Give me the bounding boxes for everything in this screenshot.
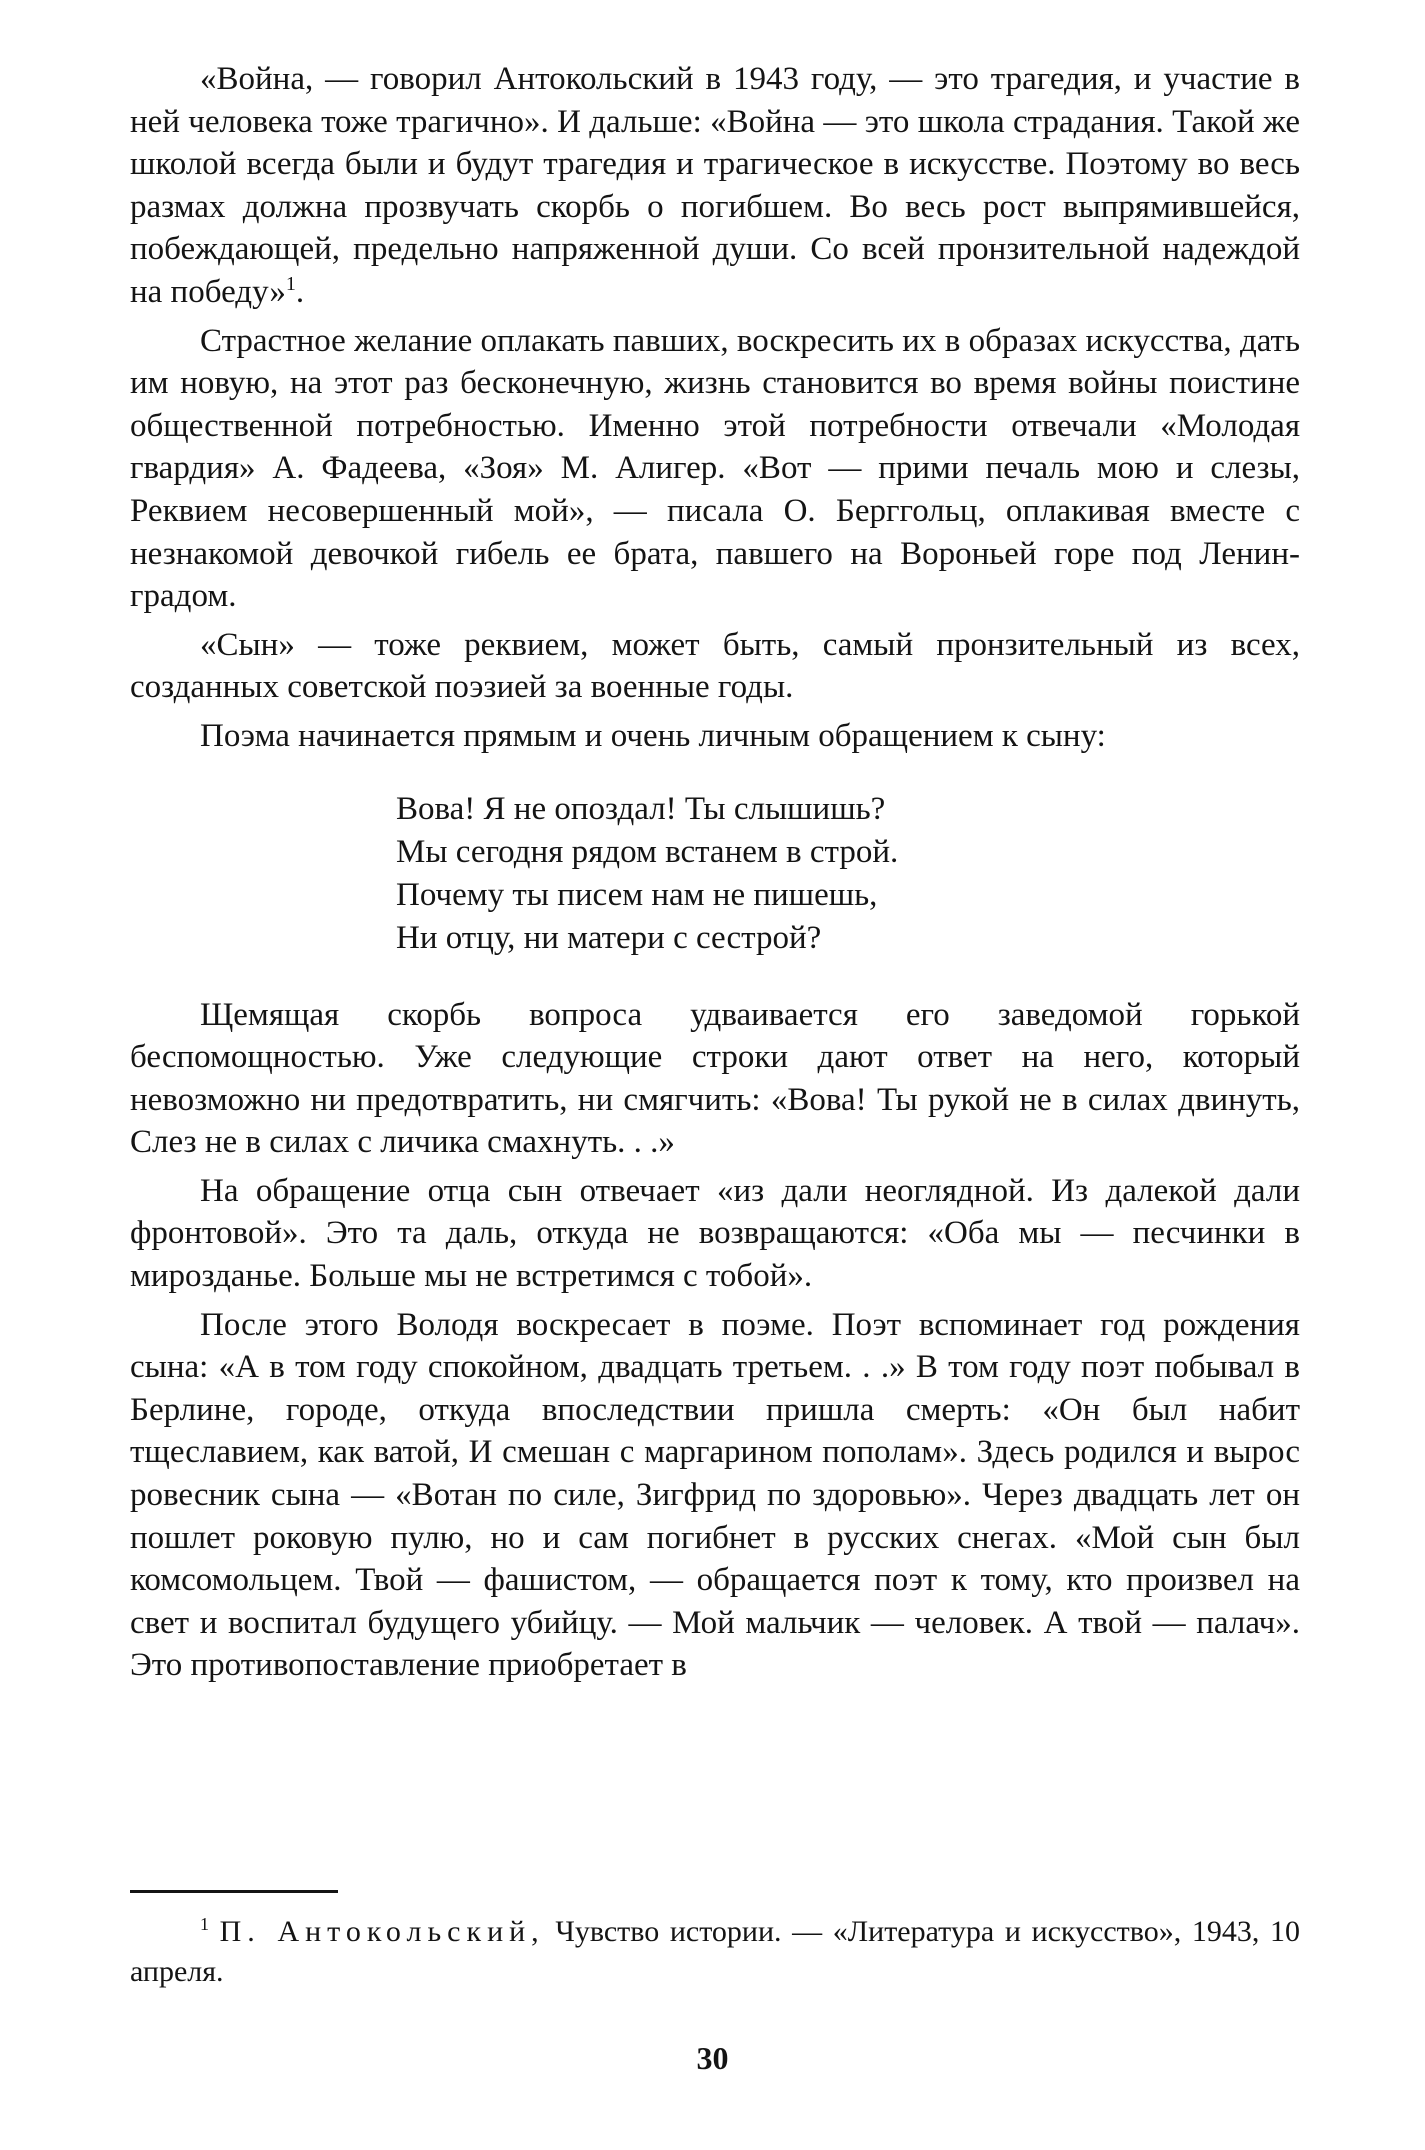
footnote-text: Чувство истории. — «Литература и искусство», 1943, 10 апреля. (130, 1915, 1300, 1988)
verse-line: Мы сегодня рядом встанем в строй. (396, 833, 899, 870)
footnote-divider (130, 1890, 338, 1893)
paragraph-6: На обращение отца сын отвечает «из дали неоглядной. Из далекой дали фронтовой». Это та даль, откуда не возвращаются: «Оба мы — песчинки в мирозданье. Больше мы не встретимся с тобой». (130, 1172, 1300, 1295)
footnote-reference: 1 (285, 272, 296, 295)
verse-line: Ни отцу, ни матери с сестрой? (396, 919, 822, 956)
paragraph-3: «Сын» — тоже реквием, может быть, самый пронзительный из всех, созданных советской поэзией за военные годы. (130, 626, 1300, 706)
paragraph-7: После этого Володя воскресает в поэме. Поэт вспоминает год рождения сына: «А в том году спокойном, двадцать третьем. . .» В том году поэт побывал в Берлине, городе, откуда впоследствии пришла смерть: «Он был набит тщеславием, как ватой, И смешан с маргарином пополам». Здесь родился и вырос ровесник сына — «Вотан по силе, Зигфрид по здоровью». Через двадцать лет он пошлет роковую пулю, но и сам погибнет в русских снегах. «Мой сын был комсомольцем. Твой — фашистом, — обращается поэт к тому, кто произвел на свет и воспитал будущего убийцу. — Мой мальчик — человек. А твой — палач». Это противопоставление приобретает в (130, 1306, 1300, 1684)
verse-line: Вова! Я не опоздал! Ты слышишь? (396, 790, 886, 827)
page-body (130, 58, 1300, 1687)
verse-block (396, 788, 1300, 960)
footnote-marker: 1 (200, 1914, 209, 1934)
paragraph-5: Щемящая скорбь вопроса удваивается его заведомой горькой беспомощностью. Уже следующие строки дают ответ на него, который невозможно ни предотвратить, ни смягчить: «Вова! Ты рукой не в силах двинуть, Слез не в силах с личика смахнуть. . .» (130, 996, 1300, 1161)
paragraph-1 (130, 58, 1300, 314)
paragraph-4: Поэма начинается прямым и очень личным обращением к сыну: (200, 717, 1106, 754)
verse-line: Почему ты писем нам не пишешь, (396, 876, 878, 913)
footnote-author: П. Антокольский, (219, 1915, 545, 1948)
page-number: 30 (696, 2040, 729, 2076)
paragraph-1-text: «Война, — говорил Антокольский в 1943 году, — это трагедия, и участие в ней человека тоже трагично». И дальше: «Война — это школа страдания. Такой же школой всегда были и будут трагедия и трагическое в искусстве. Поэтому во весь размах должна прозвучать скорбь о погибшем. Во весь рост выпрямившейся, побеждающей, предельно напряженной души. Со всей пронзительной надеждой на победу» (130, 61, 1300, 310)
paragraph-1-end: . (295, 273, 305, 310)
footnote (130, 1912, 1300, 1992)
paragraph-2: Страстное желание оплакать павших, воскресить их в образах искусства, дать им новую, на этот раз бесконечную, жизнь становится во время войны поистине общественной потребностью. Именно этой потребности отвечали «Молодая гвардия» А. Фадеева, «Зоя» М. Алигер. «Вот — прими печаль мою и слезы, Реквием несовершенный мой», — писала О. Берггольц, оплакивая вместе с незнакомой девочкой гибель ее брата, павшего на Вороньей горе под Ленинградом. (130, 322, 1300, 615)
